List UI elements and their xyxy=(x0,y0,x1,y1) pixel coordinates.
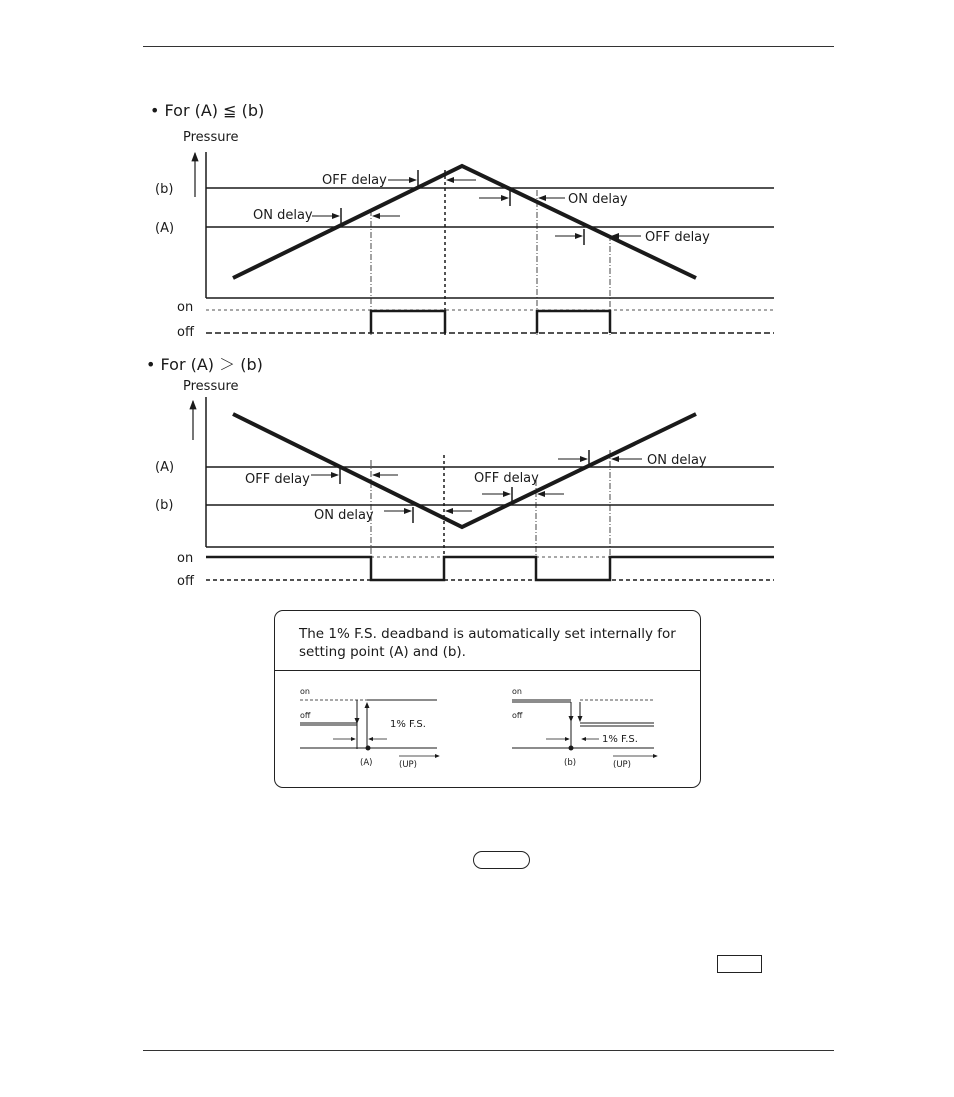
bullet: • xyxy=(146,355,156,374)
level-label-upper: (A) xyxy=(155,460,175,475)
left-detail-point-label: (A) xyxy=(360,758,373,768)
right-detail-point xyxy=(569,746,574,751)
level-label-lower: (A) xyxy=(155,221,175,236)
off-delay-label-right: OFF delay xyxy=(474,471,539,486)
level-label-lower: (b) xyxy=(155,498,174,513)
on-delay-label-left: ON delay xyxy=(253,208,313,223)
diagram2-heading-text: For (A) ＞ (b) xyxy=(160,355,263,374)
y-axis-label: Pressure xyxy=(183,379,239,394)
state-on-label: on xyxy=(177,300,194,315)
deadband-note-text: The 1% F.S. deadband is automatically set internally for setting point (A) and (b). xyxy=(299,626,676,660)
on-delay-label-right: ON delay xyxy=(647,453,707,468)
pressure-curve xyxy=(233,414,696,527)
off-delay-label-left: OFF delay xyxy=(322,173,387,188)
output-signal xyxy=(206,557,774,580)
left-detail-point xyxy=(366,746,371,751)
left-detail-on-label: on xyxy=(300,687,310,696)
level-label-upper: (b) xyxy=(155,182,174,197)
right-detail-point-label: (b) xyxy=(564,758,577,768)
small-label-box xyxy=(717,955,762,973)
right-detail-on-label: on xyxy=(512,687,522,696)
bullet: • xyxy=(150,101,160,120)
state-on-label: on xyxy=(177,551,194,566)
on-delay-label-right: ON delay xyxy=(568,192,628,207)
off-delay-label-right: OFF delay xyxy=(645,230,710,245)
state-off-label: off xyxy=(177,574,194,589)
deadband-detail-diagrams xyxy=(275,611,702,789)
right-detail-fs-label: 1% F.S. xyxy=(602,734,638,745)
right-detail-off-label: off xyxy=(512,711,523,720)
y-axis-label: Pressure xyxy=(183,130,239,145)
diagram1-heading-text: For (A) ≦ (b) xyxy=(164,101,265,120)
footer-rule xyxy=(143,1050,834,1051)
left-detail-fs-label: 1% F.S. xyxy=(390,719,426,730)
left-detail-off-label: off xyxy=(300,711,311,720)
rounded-label-box xyxy=(473,851,530,869)
right-detail-direction-label: (UP) xyxy=(613,760,631,770)
left-detail-direction-label: (UP) xyxy=(399,760,417,770)
deadband-note-box xyxy=(274,610,701,788)
on-delay-label-left: ON delay xyxy=(314,508,374,523)
off-delay-label-left: OFF delay xyxy=(245,472,310,487)
state-off-label: off xyxy=(177,325,194,340)
